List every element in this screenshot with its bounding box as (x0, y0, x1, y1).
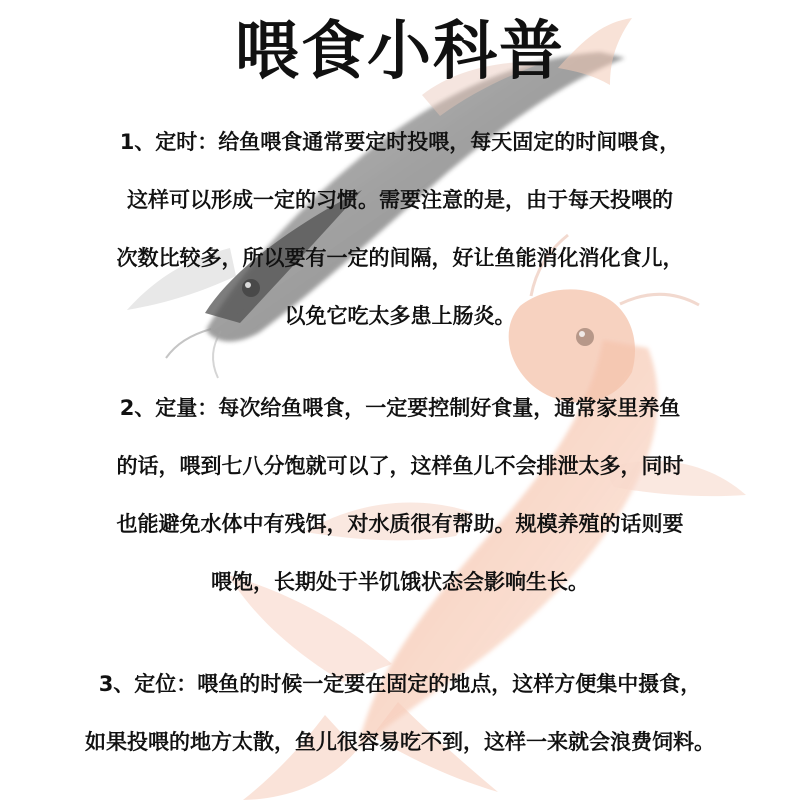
tip-line: 也能避免水体中有残饵，对水质很有帮助。规模养殖的话则要 (116, 512, 684, 536)
tip-line: 如果投喂的地方太散，鱼儿很容易吃不到，这样一来就会浪费饲料。 (85, 730, 715, 754)
tip-line: 这样可以形成一定的习惯。需要注意的是，由于每天投喂的 (127, 188, 673, 212)
tip-line: 次数比较多，所以要有一定的间隔，好让鱼能消化消化食儿， (116, 246, 684, 270)
tip-line: 以免它吃太多患上肠炎。 (284, 304, 516, 328)
page-title: 喂食小科普 (235, 15, 565, 89)
tip-line: 喂饱，长期处于半饥饿状态会影响生长。 (211, 570, 589, 594)
tip-section-location (40, 668, 760, 784)
tip-line: 3、定位：喂鱼的时候一定要在固定的地点，这样方便集中摄食， (98, 672, 702, 696)
tip-line: 2、定量：每次给鱼喂食，一定要控制好食量，通常家里养鱼 (119, 396, 681, 420)
tip-line: 1、定时：给鱼喂食通常要定时投喂，每天固定的时间喂食， (119, 130, 681, 154)
tip-section-timing (40, 126, 760, 358)
tip-section-quantity (40, 392, 760, 624)
tip-line: 的话，喂到七八分饱就可以了，这样鱼儿不会排泄太多，同时 (116, 454, 684, 478)
